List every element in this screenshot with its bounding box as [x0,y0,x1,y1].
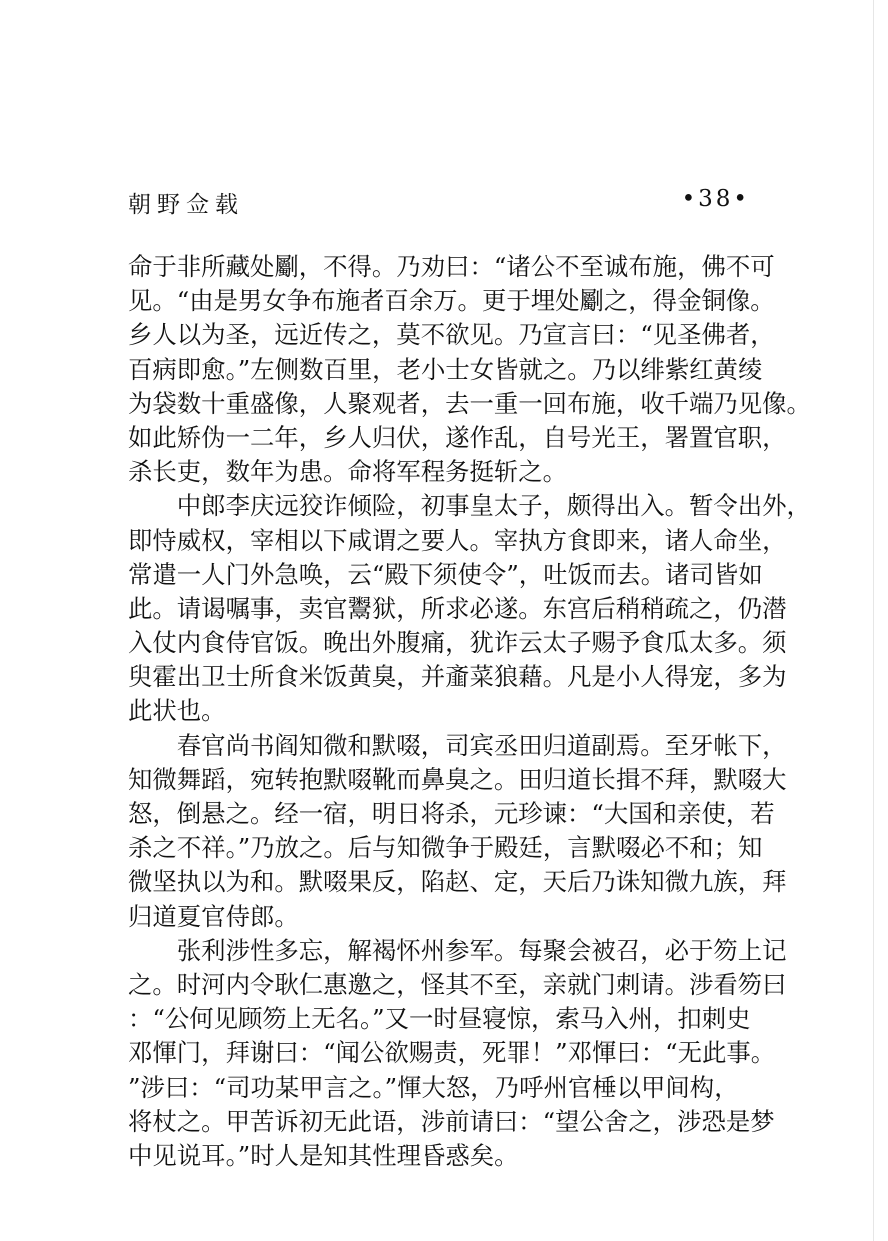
text-line: 微坚执以为和。默啜果反，陷赵、定，天后乃诛知微九族，拜 [128,867,787,897]
page-number: •38• [681,186,750,212]
text-line: 中郎李庆远狡诈倾险，初事皇太子，颇得出入。暂令出外， [128,491,811,521]
text-line: 见。“由是男女争布施者百余万。更于埋处劚之，得金铜像。 [128,286,775,316]
text-line: 命于非所藏处劚，不得。乃劝曰：“诸公不至诚布施，佛不可 [128,252,775,281]
text-line: ”涉曰：“司功某甲言之。”惲大怒，乃呼州官棰以甲间构， [128,1072,739,1102]
text-line: 怒，倒悬之。经一宿，明日将杀，元珍谏：“大国和亲使，若 [128,799,775,828]
body-text [128,250,811,1173]
text-line: 如此矫伪一二年，乡人归伏，遂作乱，自号光王，署置官职， [128,422,787,452]
page-edge-line [873,0,874,1241]
text-line: 入仗内食侍官饭。晚出外腹痛，犹诈云太子赐予食瓜太多。须 [128,628,787,658]
text-line: ：“公何见顾笏上无名。”又一时昼寝惊，索马入州，扣刺史 [128,1004,751,1034]
text-line: 春官尚书阎知微和默啜，司宾丞田归道副焉。至牙帐下， [128,730,787,760]
text-line: 此。请谒嘱事，卖官鬻狱，所求必遂。东宫后稍稍疏之，仍潜 [128,593,787,623]
text-line: 此状也。 [128,696,226,726]
book-title: 朝野佥载 [128,192,244,218]
text-line: 中见说耳。”时人是知其性理昏惑矣。 [128,1140,519,1170]
text-line: 常遣一人门外急唤，云“殿下须使令”，吐饭而去。诸司皆如 [128,559,763,589]
text-line: 归道夏官侍郎。 [128,901,299,931]
text-line: 即恃威权，宰相以下咸谓之要人。宰执方食即来，诸人命坐， [128,525,787,555]
text-line: 为袋数十重盛像，人聚观者，去一重一回布施，收千端乃见像。 [128,388,811,418]
text-line: 杀之不祥。”乃放之。后与知微争于殿廷，言默啜必不和；知 [128,833,763,863]
text-line: 杀长吏，数年为患。命将军程务挺斩之。 [128,457,568,487]
running-header [128,180,750,220]
text-line: 之。时河内令耿仁惠邀之，怪其不至，亲就门刺请。涉看笏曰 [128,969,787,999]
text-line: 知微舞蹈，宛转抱默啜靴而鼻臭之。田归道长揖不拜，默啜大 [128,764,787,794]
text-line: 邓惲门，拜谢曰：“闻公欲赐责，死罪！”邓惲曰：“无此事。 [128,1038,776,1068]
text-line: 百病即愈。”左侧数百里，老小士女皆就之。乃以绯紫红黄绫 [128,354,763,384]
text-line: 乡人以为圣，远近传之，莫不欲见。乃宣言曰：“见圣佛者， [128,320,775,350]
text-line: 张利涉性多忘，解褐怀州参军。每聚会被召，必于笏上记 [128,935,787,965]
text-line: 臾霍出卫士所食米饭黄臭，并齑菜狼藉。凡是小人得宠，多为 [128,662,787,692]
text-line: 将杖之。甲苦诉初无此语，涉前请曰：“望公舍之，涉恐是梦 [128,1106,775,1136]
